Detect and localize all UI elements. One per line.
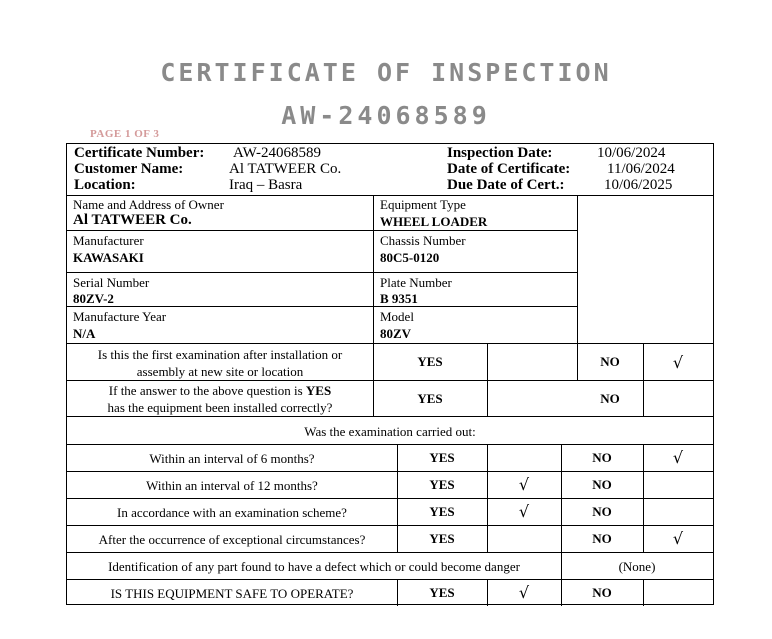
- examination-carried-out-heading: Was the examination carried out:: [304, 424, 476, 439]
- owner-label: Name and Address of Owner: [73, 197, 224, 212]
- serial-number-label: Serial Number: [73, 275, 150, 290]
- interval-12-months-yes: YES: [429, 477, 455, 492]
- examination-scheme-yes: YES: [429, 504, 455, 519]
- inspection-date-value: 10/06/2024: [597, 145, 666, 161]
- exceptional-circumstances-yes: YES: [429, 531, 455, 546]
- interval-6-months-question: Within an interval of 6 months?: [149, 451, 315, 466]
- owner-value: Al TATWEER Co.: [73, 212, 192, 228]
- equipment-type-value: WHEEL LOADER: [380, 214, 488, 229]
- date-of-certificate-value: 11/06/2024: [607, 161, 675, 177]
- safe-to-operate-question: IS THIS EQUIPMENT SAFE TO OPERATE?: [110, 586, 354, 601]
- safe-to-operate-yes-check-mark: √: [518, 583, 530, 602]
- safe-to-operate-yes: YES: [429, 585, 455, 600]
- installed-correctly-question: [77, 382, 363, 416]
- chassis-number-label: Chassis Number: [380, 233, 466, 248]
- interval-12-months-no: NO: [592, 477, 612, 492]
- interval-6-months-no: NO: [592, 450, 612, 465]
- manufacturer-label: Manufacturer: [73, 233, 144, 248]
- exceptional-circumstances-no: NO: [592, 531, 612, 546]
- inspection-table: [66, 143, 714, 605]
- interval-12-months-question: Within an interval of 12 months?: [146, 478, 318, 493]
- examination-scheme-yes-check-mark: √: [518, 502, 530, 521]
- date-of-certificate-label: Date of Certificate:: [447, 161, 571, 177]
- model-value: 80ZV: [380, 326, 412, 341]
- exceptional-circumstances-question: After the occurrence of exceptional circumstances?: [98, 532, 366, 547]
- defect-identification-question: Identification of any part found to have a defect which or could become danger: [108, 559, 520, 574]
- manufacture-year-value: N/A: [73, 326, 96, 341]
- interval-12-months-yes-check-mark: √: [518, 475, 530, 494]
- customer-name-label: Customer Name:: [74, 161, 184, 177]
- plate-number-value: B 9351: [380, 291, 418, 306]
- first-examination-no: NO: [600, 354, 620, 369]
- installed-question-text-start: If the answer to the above question is: [108, 383, 306, 398]
- defect-identification-answer: (None): [618, 559, 656, 574]
- first-examination-question: Is this the first examination after installation or assembly at new site or location: [97, 347, 343, 379]
- examination-scheme-question: In accordance with an examination scheme?: [117, 505, 347, 520]
- examination-scheme-no: NO: [592, 504, 612, 519]
- customer-name-value: Al TATWEER Co.: [229, 161, 342, 177]
- manufacturer-value: KAWASAKI: [73, 250, 144, 265]
- first-examination-no-check-mark: √: [672, 353, 684, 372]
- chassis-number-value: 80C5-0120: [380, 250, 440, 265]
- certificate-code-heading: AW-24068589: [281, 101, 491, 130]
- installed-correctly-no: NO: [600, 391, 620, 406]
- interval-6-months-yes: YES: [429, 450, 455, 465]
- installed-question-text-end: has the equipment been installed correctly?: [107, 400, 333, 415]
- plate-number-label: Plate Number: [380, 275, 452, 290]
- location-value: Iraq – Basra: [229, 177, 303, 193]
- installed-correctly-yes: YES: [417, 391, 443, 406]
- model-label: Model: [380, 309, 414, 324]
- serial-number-value: 80ZV-2: [73, 291, 114, 306]
- certificate-number-value: AW-24068589: [233, 145, 321, 161]
- equipment-type-label: Equipment Type: [380, 197, 466, 212]
- due-date-label: Due Date of Cert.:: [447, 177, 565, 193]
- exceptional-circumstances-no-check-mark: √: [672, 529, 684, 548]
- inspection-date-label: Inspection Date:: [447, 145, 553, 161]
- page-indicator: PAGE 1 OF 3: [90, 128, 160, 140]
- certificate-title: CERTIFICATE OF INSPECTION: [160, 58, 612, 87]
- safe-to-operate-no: NO: [592, 585, 612, 600]
- due-date-value: 10/06/2025: [604, 177, 673, 193]
- first-examination-yes: YES: [417, 354, 443, 369]
- interval-6-months-no-check-mark: √: [672, 448, 684, 467]
- certificate-number-label: Certificate Number:: [74, 145, 205, 161]
- manufacture-year-label: Manufacture Year: [73, 309, 167, 324]
- installed-question-yes-emphasis: YES: [305, 383, 332, 398]
- location-label: Location:: [74, 177, 136, 193]
